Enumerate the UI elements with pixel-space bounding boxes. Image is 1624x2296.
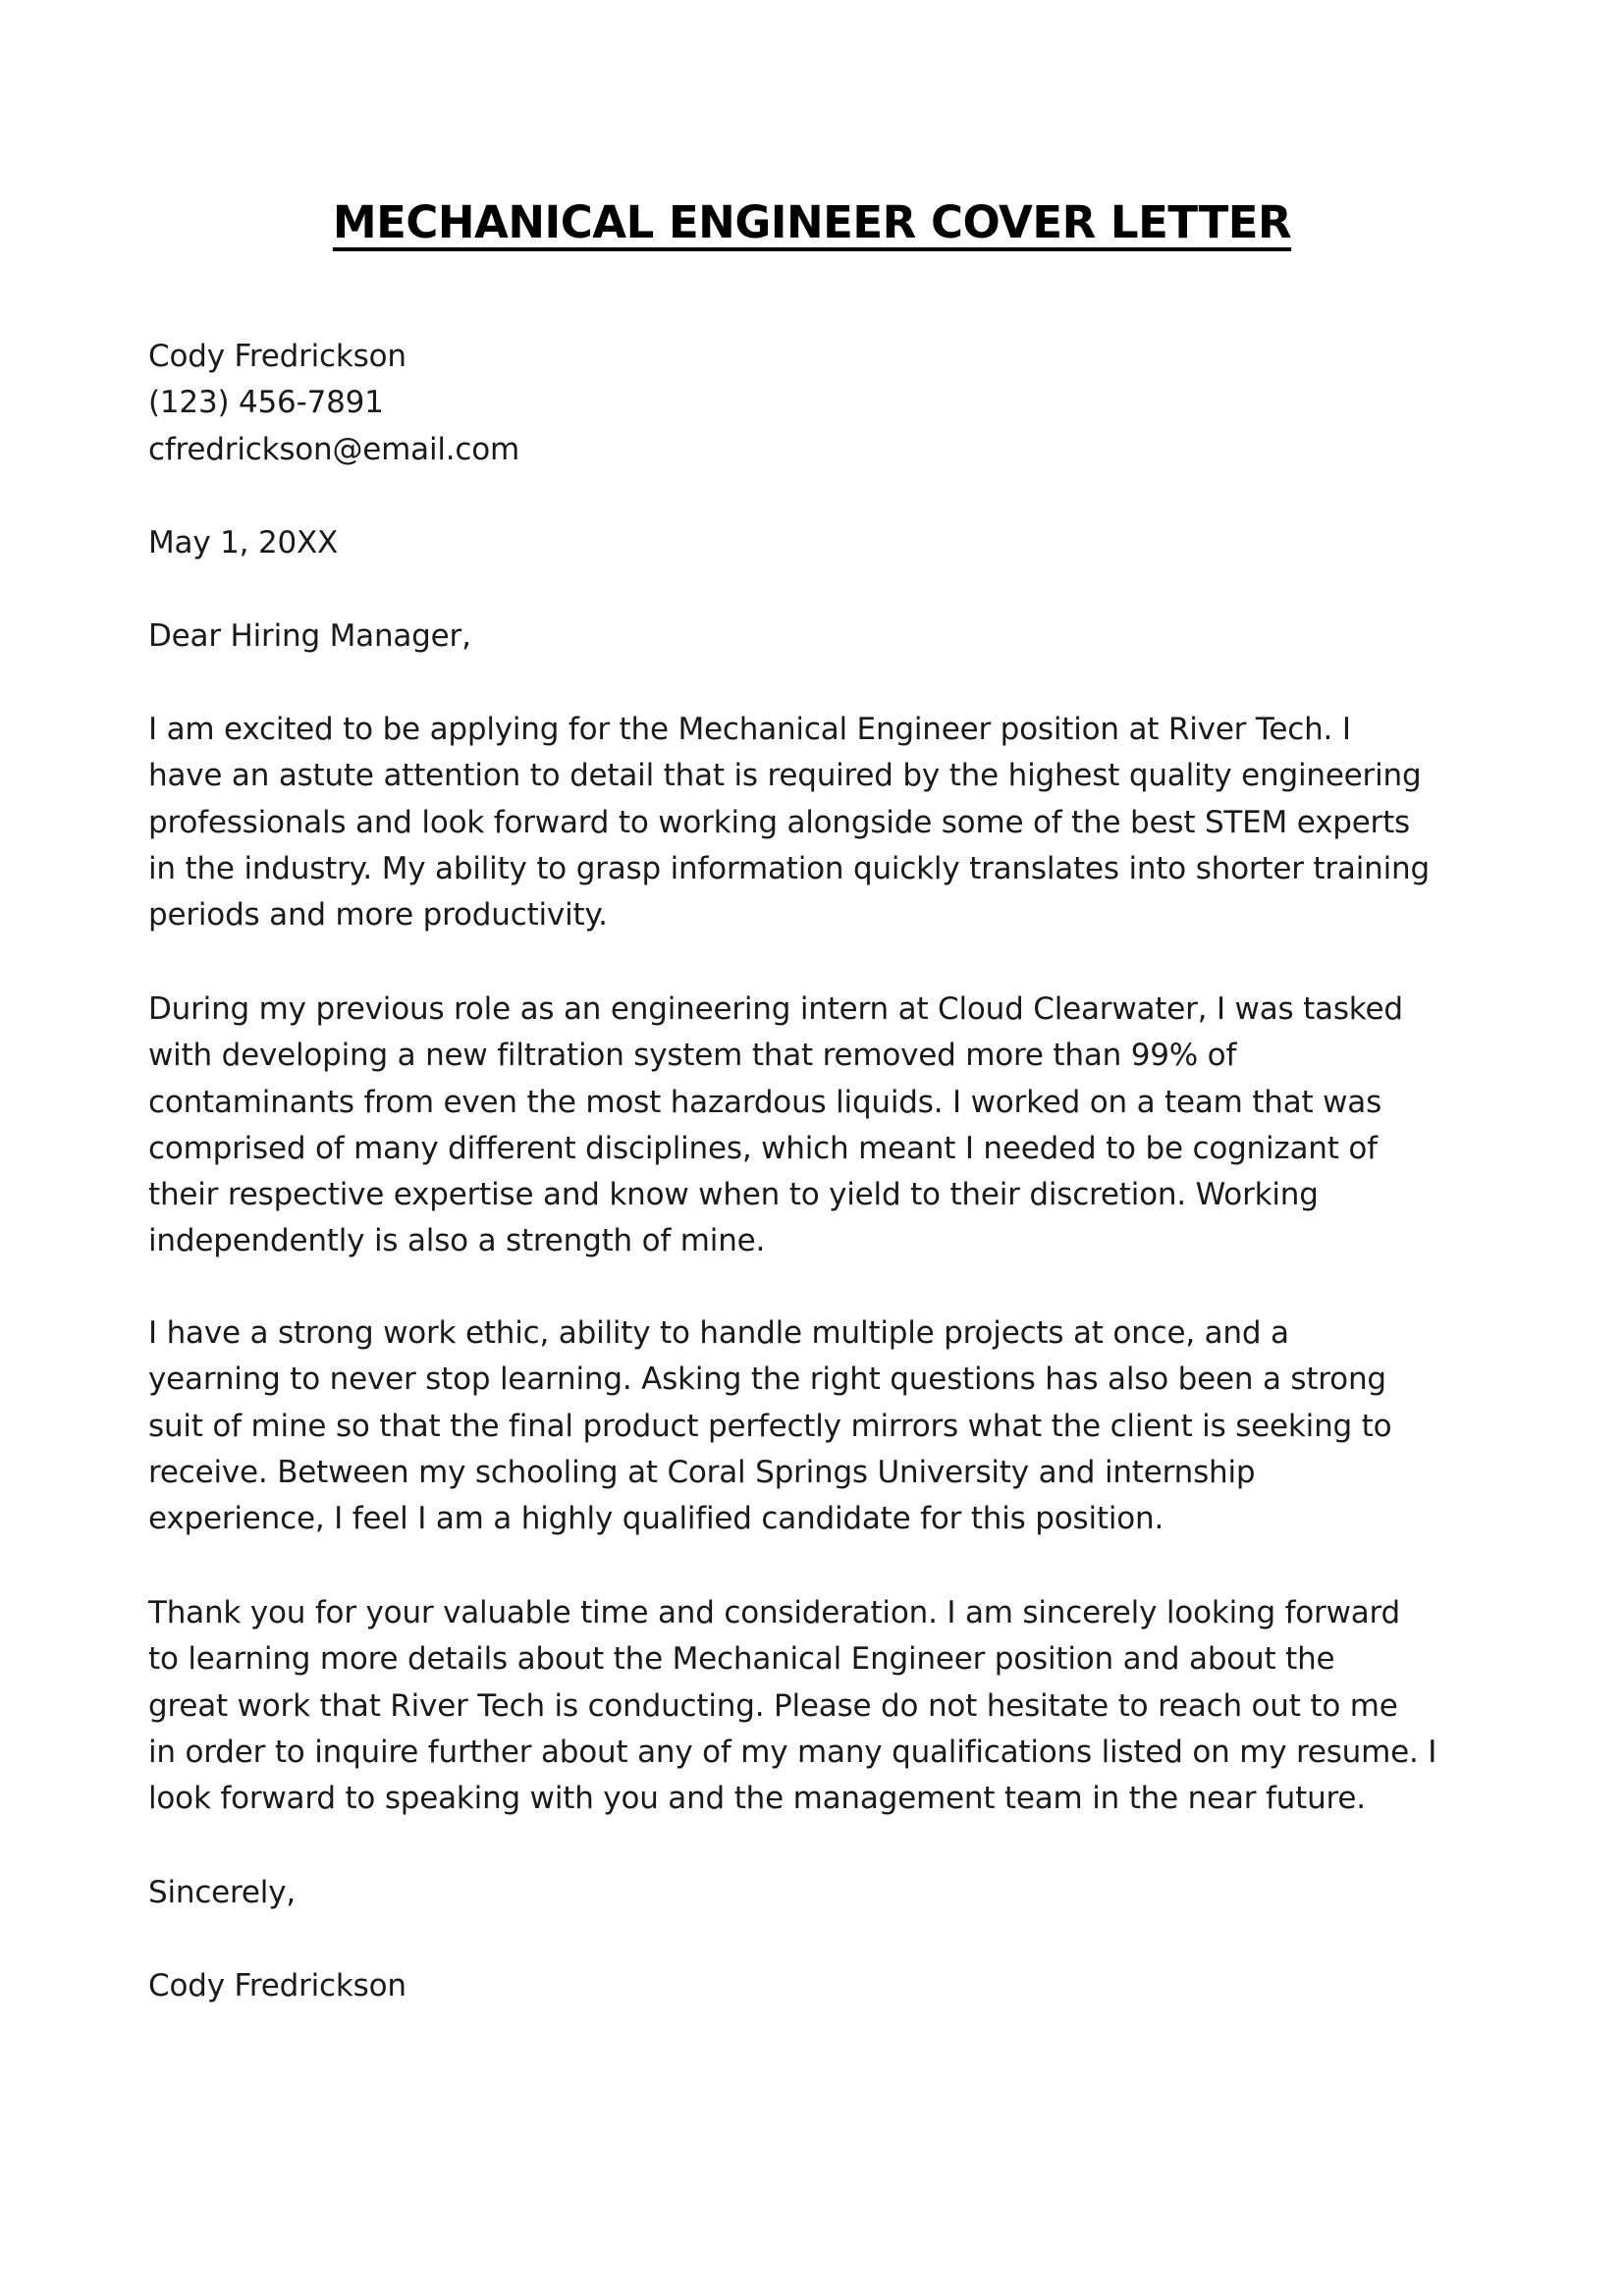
paragraph-line: I am excited to be applying for the Mechanical Engineer position at River Tech. I <box>148 712 1351 747</box>
paragraph-line: professionals and look forward to working alongside some of the best STEM experts <box>148 804 1411 840</box>
paragraph-line: During my previous role as an engineering intern at Cloud Clearwater, I was tasked <box>148 991 1403 1027</box>
paragraph-line: comprised of many different disciplines, which meant I needed to be cognizant of <box>148 1130 1378 1166</box>
paragraph-experience <box>148 987 1493 1265</box>
letter-title <box>0 196 1624 248</box>
paragraph-line: with developing a new filtration system that removed more than 99% of <box>148 1038 1237 1074</box>
paragraph-line: have an astute attention to detail that is required by the highest quality engineering <box>148 758 1422 794</box>
paragraph-line: periods and more productivity. <box>148 897 608 934</box>
closing-text: Sincerely, <box>148 1875 297 1910</box>
paragraph-line: great work that River Tech is conducting. Please do not hesitate to reach out to me <box>148 1687 1398 1724</box>
paragraph-line: experience, I feel I am a highly qualified candidate for this position. <box>148 1501 1164 1537</box>
closing <box>148 1870 1493 1916</box>
paragraph-line: Thank you for your valuable time and consideration. I am sincerely looking forward <box>148 1595 1401 1630</box>
date-text: May 1, 20XX <box>148 525 339 561</box>
paragraph-line: in the industry. My ability to grasp information quickly translates into shorter training <box>148 850 1430 886</box>
paragraph-line: their respective expertise and know when to yield to their discretion. Working <box>148 1177 1319 1213</box>
paragraph-line: I have a strong work ethic, ability to handle multiple projects at once, and a <box>148 1315 1289 1351</box>
sender-phone: (123) 456-7891 <box>148 385 384 421</box>
letter-date <box>148 520 1493 566</box>
letter-title-text: MECHANICAL ENGINEER COVER LETTER <box>332 196 1292 248</box>
paragraph-line: look forward to speaking with you and the management team in the near future. <box>148 1781 1366 1817</box>
paragraph-intro <box>148 707 1493 938</box>
paragraph-line: suit of mine so that the final product perfectly mirrors what the client is seeking to <box>148 1408 1392 1444</box>
paragraph-line: receive. Between my schooling at Coral Springs University and internship <box>148 1454 1256 1490</box>
sender-email: cfredrickson@email.com <box>148 431 520 467</box>
signature-name: Cody Fredrickson <box>148 1968 406 2003</box>
paragraph-line: contaminants from even the most hazardous liquids. I worked on a team that was <box>148 1084 1382 1120</box>
paragraph-line: yearning to never stop learning. Asking the right questions has also been a strong <box>148 1362 1386 1398</box>
salutation <box>148 614 1493 660</box>
paragraph-closing <box>148 1590 1493 1822</box>
sender-name: Cody Fredrickson <box>148 339 406 374</box>
paragraph-line: independently is also a strength of mine. <box>148 1223 766 1259</box>
paragraph-line: to learning more details about the Mechanical Engineer position and about the <box>148 1641 1335 1678</box>
paragraph-skills <box>148 1310 1493 1542</box>
signature <box>148 1963 1493 2009</box>
paragraph-line: in order to inquire further about any of my many qualifications listed on my resume. I <box>148 1734 1437 1770</box>
sender-block <box>148 334 1493 473</box>
salutation-text: Dear Hiring Manager, <box>148 618 471 654</box>
